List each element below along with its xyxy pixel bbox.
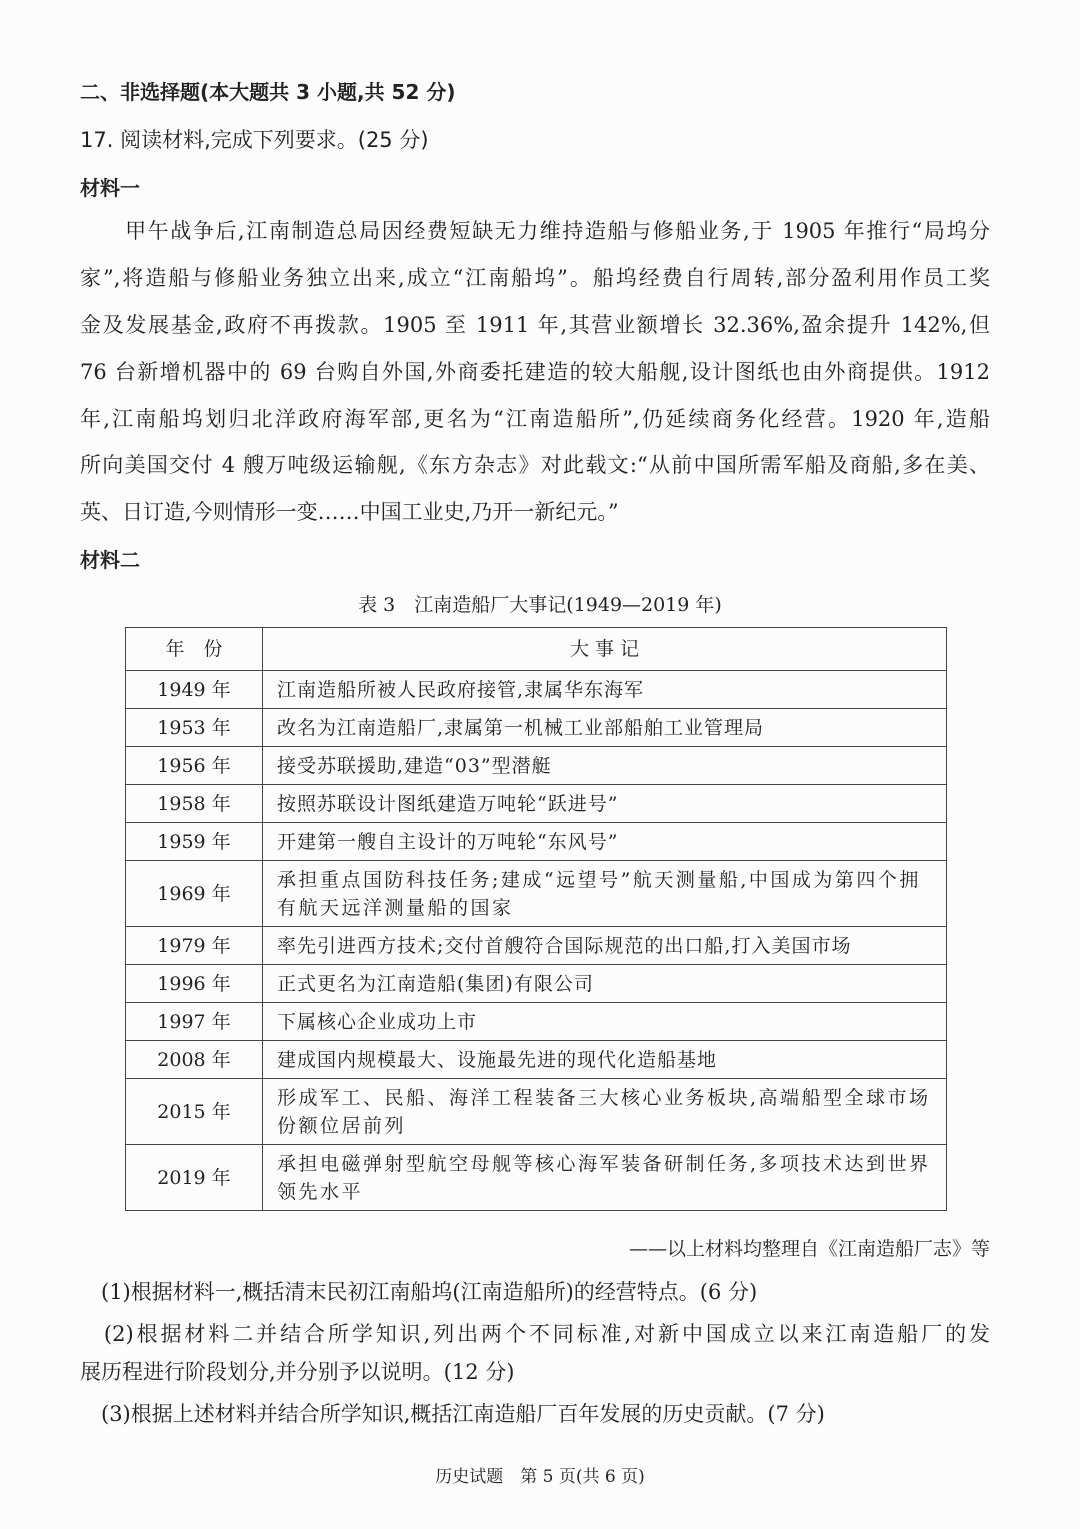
table-row (126, 747, 947, 785)
year-cell: 1956 年 (126, 747, 263, 785)
event-cell: 接受苏联援助,建造“03”型潜艇 (263, 747, 947, 785)
event-cell: 正式更名为江南造船(集团)有限公司 (263, 965, 947, 1003)
question-2-cont: 展历程进行阶段划分,并分别予以说明。(12 分) (80, 1360, 515, 1384)
table-row (126, 671, 947, 709)
table-row (126, 965, 947, 1003)
material-2-label: 材料二 (80, 548, 140, 572)
year-cell: 1997 年 (126, 1003, 263, 1041)
question-2: (2)根据材料二并结合所学知识,列出两个不同标准,对新中国成立以来江南造船厂的发 (80, 1322, 990, 1346)
table-row (126, 823, 947, 861)
paragraph-line: 英、日订造,今则情形一变……中国工业史,乃开一新纪元。” (80, 500, 619, 524)
event-cell: 承担电磁弹射型航空母舰等核心海军装备研制任务,多项技术达到世界领先水平 (263, 1145, 947, 1211)
table-row (126, 861, 947, 927)
question-3: (3)根据上述材料并结合所学知识,概括江南造船厂百年发展的历史贡献。(7 分) (80, 1402, 825, 1426)
table-row (126, 709, 947, 747)
event-cell: 率先引进西方技术;交付首艘符合国际规范的出口船,打入美国市场 (263, 927, 947, 965)
year-cell: 2019 年 (126, 1145, 263, 1211)
event-cell: 承担重点国防科技任务;建成“远望号”航天测量船,中国成为第四个拥有航天远洋测量船的国家 (263, 861, 947, 927)
question-1: (1)根据材料一,概括清末民初江南船坞(江南造船所)的经营特点。(6 分) (80, 1280, 758, 1304)
year-cell: 1969 年 (126, 861, 263, 927)
year-cell: 1996 年 (126, 965, 263, 1003)
event-cell: 开建第一艘自主设计的万吨轮“东风号” (263, 823, 947, 861)
year-cell: 1979 年 (126, 927, 263, 965)
paragraph-line: 家”,将造船与修船业务独立出来,成立“江南船坞”。船坞经费自行周转,部分盈利用作员工奖 (80, 266, 990, 290)
event-cell: 下属核心企业成功上市 (263, 1003, 947, 1041)
header-events: 大 事 记 (263, 628, 947, 671)
header-year: 年 份 (126, 628, 263, 671)
year-cell: 1958 年 (126, 785, 263, 823)
year-cell: 1949 年 (126, 671, 263, 709)
table-row (126, 1041, 947, 1079)
table-row (126, 785, 947, 823)
paragraph-line: 年,江南船坞划归北洋政府海军部,更名为“江南造船所”,仍延续商务化经营。1920 年,造船 (80, 407, 990, 431)
event-cell: 建成国内规模最大、设施最先进的现代化造船基地 (263, 1041, 947, 1079)
year-cell: 2008 年 (126, 1041, 263, 1079)
table-caption: 表 3 江南造船厂大事记(1949—2019 年) (358, 594, 722, 616)
paragraph-line: 金及发展基金,政府不再拨款。1905 至 1911 年,其营业额增长 32.36%,盈余提升 142%,但 (80, 313, 990, 337)
event-cell: 江南造船所被人民政府接管,隶属华东海军 (263, 671, 947, 709)
material-1-label: 材料一 (80, 176, 140, 200)
source-note: ——以上材料均整理自《江南造船厂志》等 (628, 1238, 990, 1260)
paragraph-line: 76 台新增机器中的 69 台购自外国,外商委托建造的较大船舰,设计图纸也由外商提供。1912 (80, 360, 990, 384)
table-row (126, 927, 947, 965)
table-row (126, 1145, 947, 1211)
year-cell: 1953 年 (126, 709, 263, 747)
paragraph-line: 所向美国交付 4 艘万吨级运输舰,《东方杂志》对此载文:“从前中国所需军船及商船,多在美、 (80, 453, 990, 477)
year-cell: 1959 年 (126, 823, 263, 861)
event-cell: 改名为江南造船厂,隶属第一机械工业部船舶工业管理局 (263, 709, 947, 747)
table-row (126, 1079, 947, 1145)
table-row (126, 1003, 947, 1041)
year-cell: 2015 年 (126, 1079, 263, 1145)
page-footer: 历史试题 第 5 页(共 6 页) (435, 1467, 645, 1487)
paragraph-line: 甲午战争后,江南制造总局因经费短缺无力维持造船与修船业务,于 1905 年推行“局坞分 (80, 219, 990, 243)
event-cell: 按照苏联设计图纸建造万吨轮“跃进号” (263, 785, 947, 823)
events-table (125, 627, 947, 1211)
event-cell: 形成军工、民船、海洋工程装备三大核心业务板块,高端船型全球市场份额位居前列 (263, 1079, 947, 1145)
section-heading: 二、非选择题(本大题共 3 小题,共 52 分) (80, 80, 456, 104)
question-title: 17. 阅读材料,完成下列要求。(25 分) (80, 128, 429, 152)
